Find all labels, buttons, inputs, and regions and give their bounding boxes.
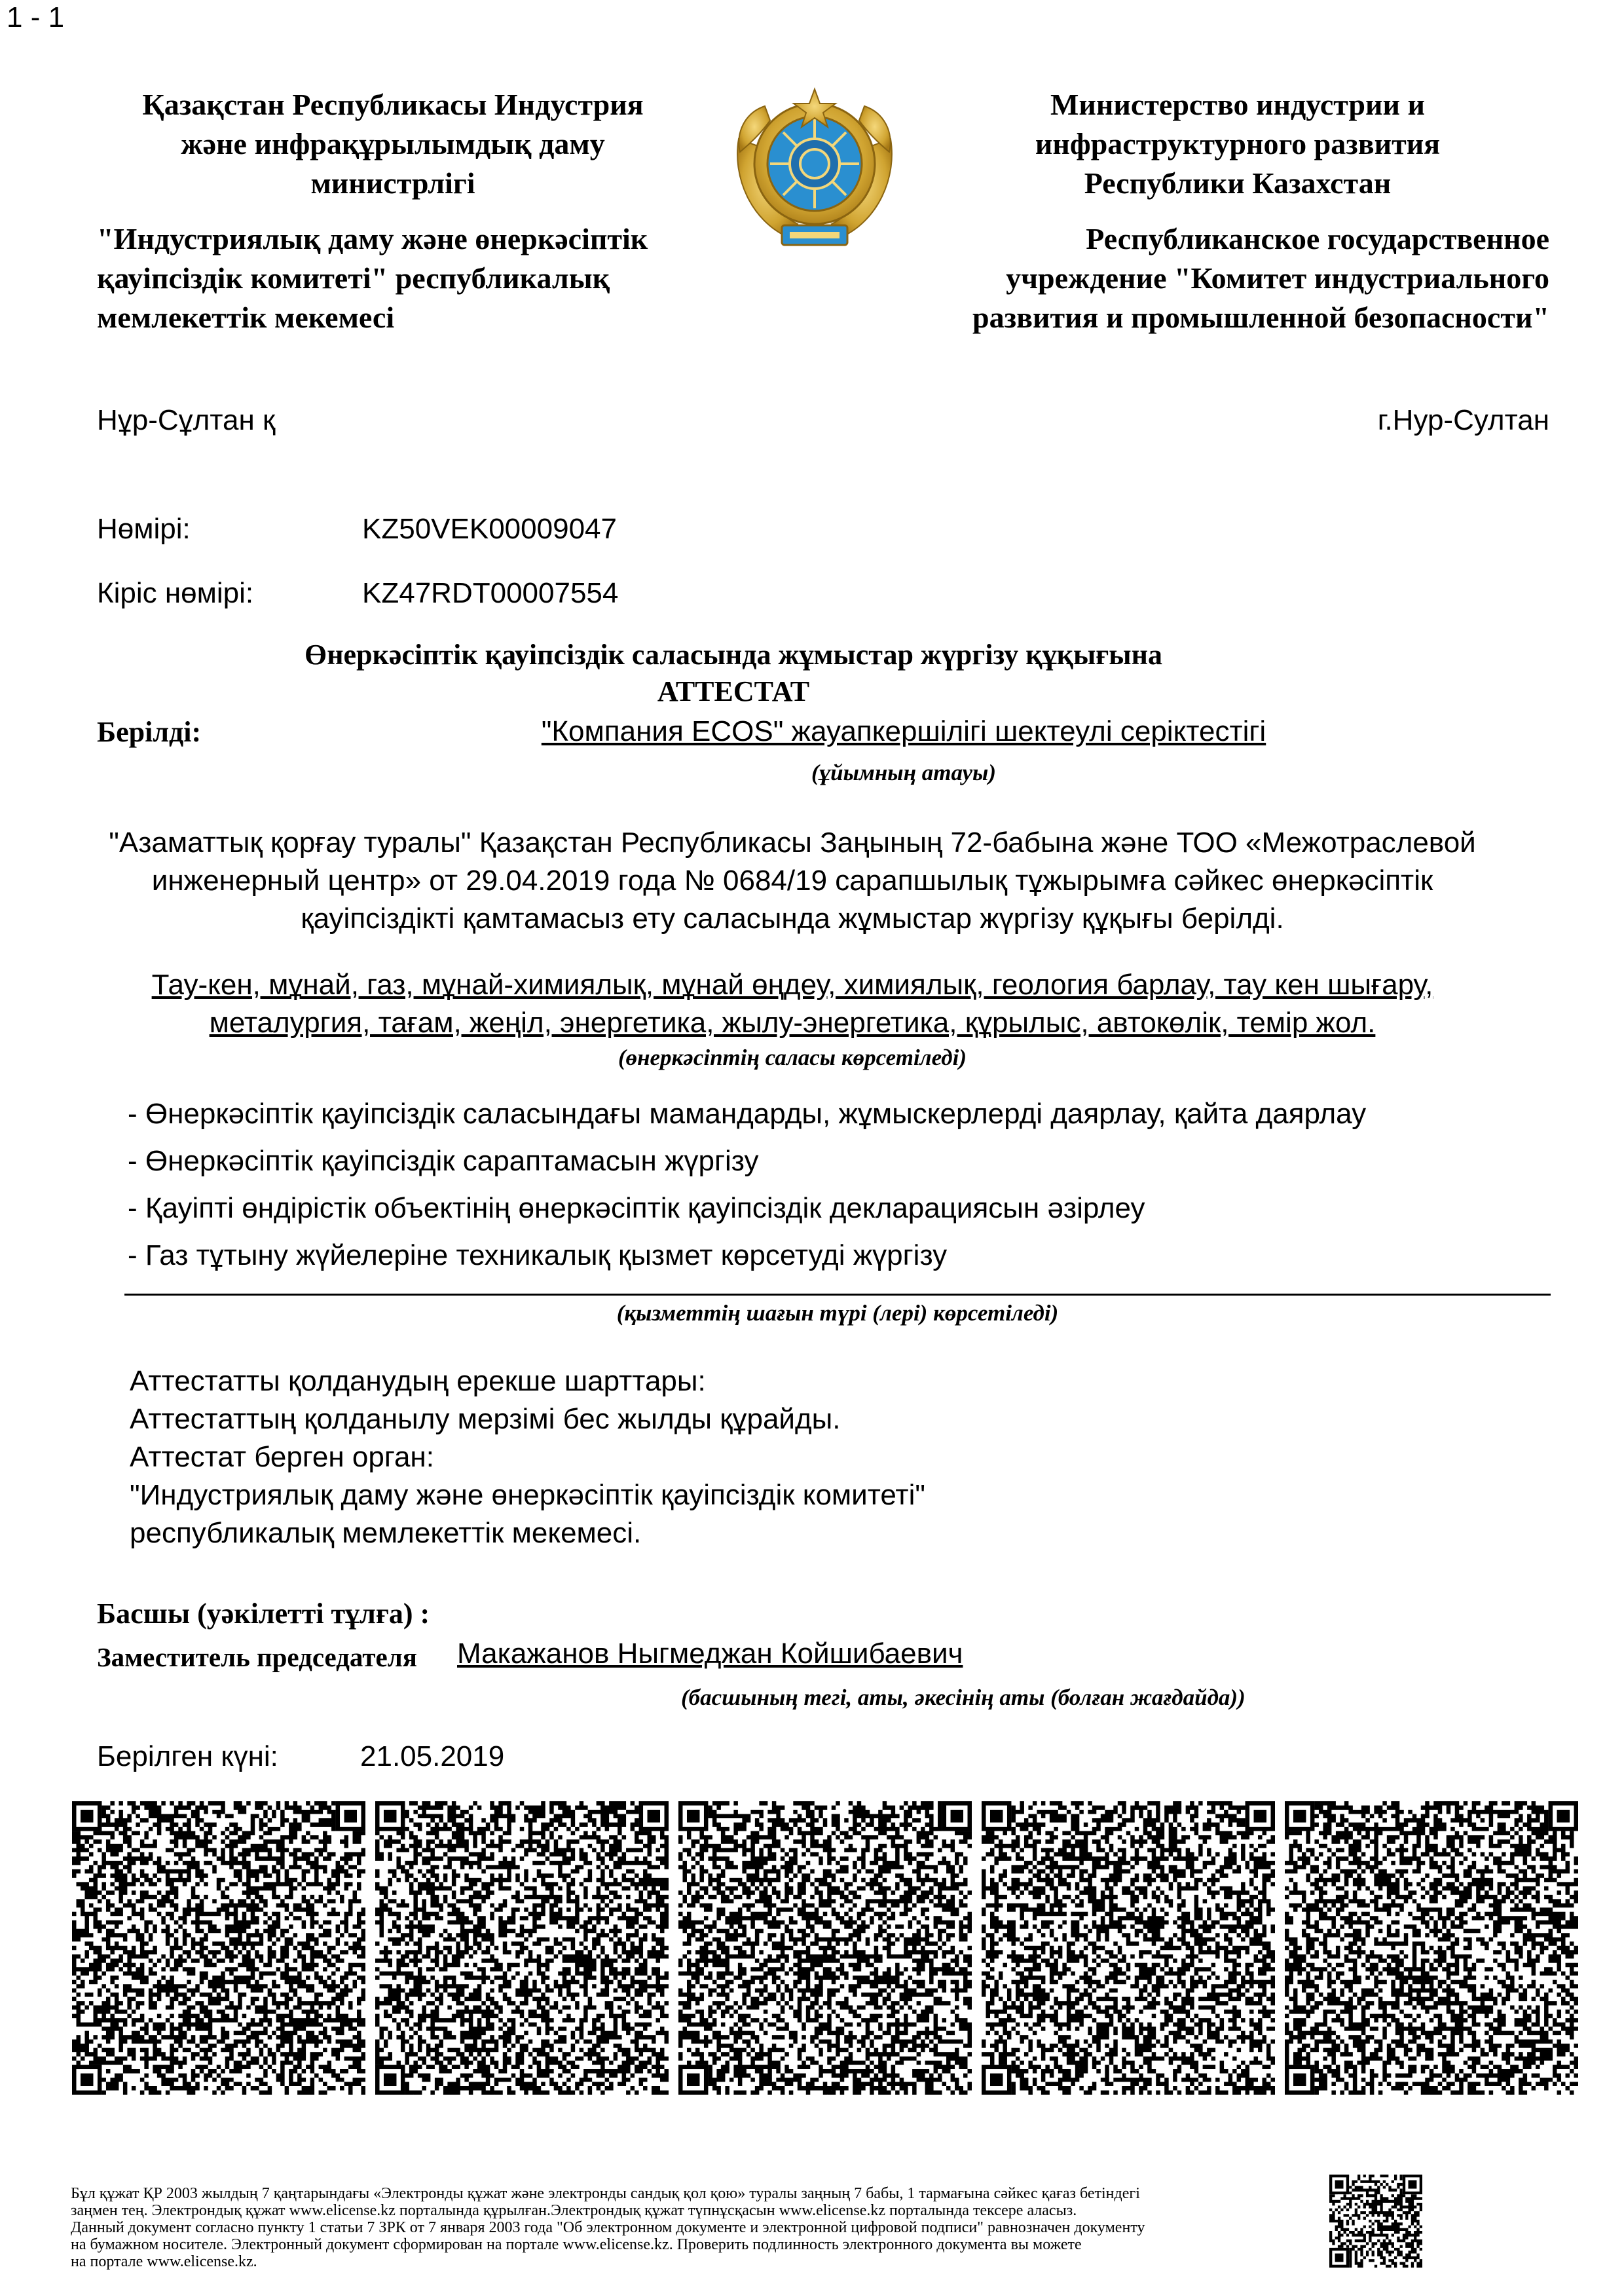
city-kz: Нұр-Сұлтан қ <box>97 404 276 436</box>
incoming-number-value: KZ47RDT00007554 <box>362 577 619 609</box>
ministry-kz: Қазақстан Республикасы Индустрия және инфрақұрылымдық даму министрлігі <box>142 88 644 200</box>
ministry-ru: Министерство индустрии и инфраструктурного развития Республики Казахстан <box>1035 88 1441 200</box>
city-ru: г.Нур-Султан <box>1377 404 1549 436</box>
list-item: - Қауіпті өндірістік объектінің өнеркәсіптік қауіпсіздік декларациясын әзірлеу <box>128 1192 1145 1224</box>
organization-note: (ұйымның атауы) <box>811 760 997 785</box>
issued-label: Берілді: <box>97 716 202 748</box>
number-value: KZ50VEK00009047 <box>362 513 617 545</box>
head-position: Заместитель председателя <box>97 1642 417 1672</box>
document-title: Өнеркәсіптік қауіпсіздік саласында жұмыстар жүргізу құқығына АТТЕСТАТ <box>304 639 1162 707</box>
committee-ru: Республиканское государственное учреждение "Комитет индустриального развития и промышленной безопасности" <box>972 222 1549 334</box>
divider <box>124 1294 1551 1296</box>
qr-code-icon <box>375 1801 669 2095</box>
list-item: - Газ тұтыну жүйелеріне техникалық қызмет көрсетуді жүргізу <box>128 1239 948 1271</box>
qr-code-icon <box>1329 2175 1422 2268</box>
industries: Тау-кен, мұнай, газ, мұнай-химиялық, мұнай өңдеу, химиялық, геология барлау, тау кен шығару, металургия, тағам, жеңіл, энергетика, жылу-энергетика, құрылыс, автокөлік, темір жол. <box>151 969 1433 1039</box>
industries-note: (өнеркәсіптің саласы көрсетіледі) <box>618 1045 967 1070</box>
qr-code-icon <box>678 1801 972 2095</box>
organization-name: "Компания ECOS" жауапкершілігі шектеулі серіктестігі <box>541 715 1266 747</box>
incoming-number-label: Кіріс нөмірі: <box>97 577 254 609</box>
issue-date-label: Берілген күні: <box>97 1740 278 1772</box>
footer-note: Бұл құжат ҚР 2003 жылдың 7 қаңтарындағы «Электронды құжат және электронды сандық қол қою» туралы заңның 7 бабы, 1 тармағына сәйкес қағаз бетіндегі заңмен тең. Электрондық құжат www.elicense.kz порталында құрылған.Электрондық құжат түпнұсқасын www.elicense.kz порталында тексере аласыз. Данный документ согласно пункту 1 статьи 7 ЗРК от 7 января 2003 года "Об электронном документе и электронной цифровой подписи" равнозначен документу на бумажном носителе. Электронный документ сформирован на портале www.elicense.kz. Проверить подлинность электронного документа вы можете на портале www.elicense.kz. <box>71 2185 1145 2270</box>
list-item: - Өнеркәсіптік қауіпсіздік сараптамасын жүргізу <box>128 1145 759 1177</box>
head-label: Басшы (уәкілетті тұлға) : <box>97 1598 430 1630</box>
list-item: - Өнеркәсіптік қауіпсіздік саласындағы мамандарды, жұмыскерлерді даярлау, қайта даярлау <box>128 1098 1367 1130</box>
qr-code-icon <box>72 1801 365 2095</box>
activities-note: (қызметтің шағын түрі (лері) көрсетіледі) <box>616 1300 1059 1326</box>
head-note: (басшының тегі, аты, әкесінің аты (болған жағдайда)) <box>681 1685 1246 1710</box>
number-label: Нөмірі: <box>97 513 191 545</box>
head-name: Макажанов Ныгмеджан Койшибаевич <box>457 1637 963 1670</box>
basis-paragraph: "Азаматтық қорғау туралы" Қазақстан Республикасы Заңының 72-бабына және ТОО «Межотраслевой инженерный центр» от 29.04.2019 года № 0684/19 сарапшылық тұжырымға сәйкес өнеркәсіптік қауіпсіздікті қамтамасыз ету саласында жұмыстар жүргізу құқығы берілді. <box>109 827 1476 935</box>
qr-code-icon <box>982 1801 1275 2095</box>
qr-code-icon <box>1285 1801 1578 2095</box>
conditions: Аттестатты қолданудың ерекше шарттары: Аттестаттың қолданылу мерзімі бес жылды құрайды. Аттестат берген орган: "Индустриялық даму және өнеркәсіптік қауіпсіздік комитеті" республикалық мемлекеттік мекемесі. <box>130 1365 925 1549</box>
committee-kz: "Индустриялық даму және өнеркәсіптік қауіпсіздік комитеті" республикалық мемлекеттік мекемесі <box>97 222 648 334</box>
issue-date-value: 21.05.2019 <box>360 1740 505 1772</box>
activities-list <box>128 1091 1366 1279</box>
page-number: 1 - 1 <box>7 1 65 33</box>
